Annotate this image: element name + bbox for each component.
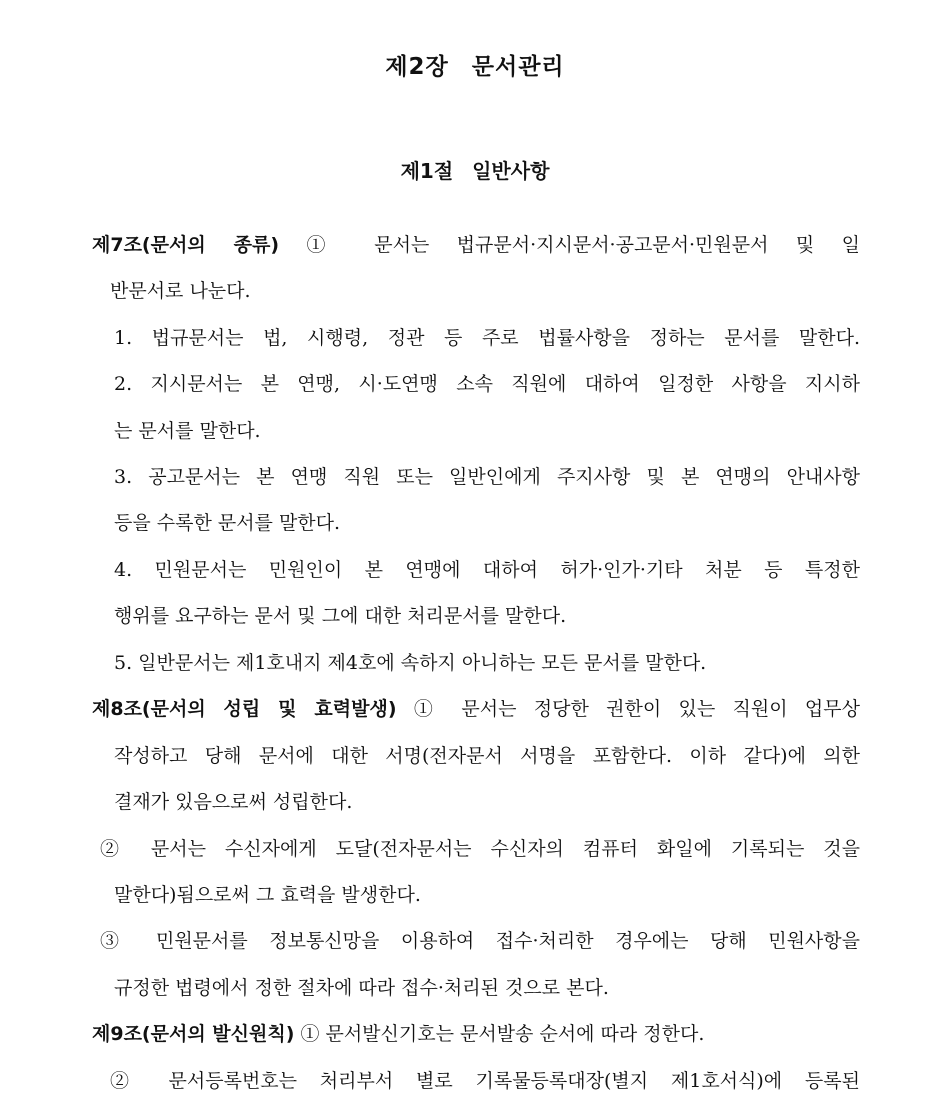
article-7-item-1: 1. 법규문서는 법, 시행령, 정관 등 주로 법률사항을 정하는 문서를 말한다. <box>114 327 860 349</box>
article-7-line-2: 반문서로 나눈다. <box>110 280 251 302</box>
article-9-heading: 제9조(문서의 발신원칙) <box>92 1023 295 1045</box>
article-8-text: ① 문서는 정당한 권한이 있는 직원이 업무상 <box>413 698 860 720</box>
article-7-item-5: 5. 일반문서는 제1호내지 제4호에 속하지 아니하는 모든 문서를 말한다. <box>114 652 707 674</box>
article-7-item-3: 3. 공고문서는 본 연맹 직원 또는 일반인에게 주지사항 및 본 연맹의 안내사항 <box>114 466 860 488</box>
article-7-line-1 <box>92 229 860 261</box>
article-7-item-4-cont: 행위를 요구하는 문서 및 그에 대한 처리문서를 말한다. <box>114 605 567 627</box>
article-8-heading: 제8조(문서의 성립 및 효력발생) <box>92 698 397 720</box>
section-title: 제1절 일반사항 <box>400 159 550 183</box>
article-7-item-2-cont: 는 문서를 말한다. <box>114 420 261 442</box>
article-7-item-2: 2. 지시문서는 본 연맹, 시·도연맹 소속 직원에 대하여 일정한 사항을 지시하 <box>114 373 860 395</box>
article-7-item-3-cont: 등을 수록한 문서를 말한다. <box>114 512 341 534</box>
article-8-line-2: 작성하고 당해 문서에 대한 서명(전자문서 서명을 포함한다. 이하 같다)에 의한 <box>114 745 860 767</box>
article-8-line-1 <box>92 693 860 725</box>
article-8-para-2-cont: 말한다)됨으로써 그 효력을 발생한다. <box>114 884 421 906</box>
article-7-item-4: 4. 민원문서는 민원인이 본 연맹에 대하여 허가·인가·기타 처분 등 특정한 <box>114 559 860 581</box>
article-7-text: ① 문서는 법규문서·지시문서·공고문서·민원문서 및 일 <box>306 234 860 256</box>
article-8-para-3-cont: 규정한 법령에서 정한 절차에 따라 접수·처리된 것으로 본다. <box>114 977 609 999</box>
article-8-para-2: ② 문서는 수신자에게 도달(전자문서는 수신자의 컴퓨터 화일에 기록되는 것을 <box>100 838 860 860</box>
article-8-para-3: ③ 민원문서를 정보통신망을 이용하여 접수·처리한 경우에는 당해 민원사항을 <box>100 930 860 952</box>
article-7-heading: 제7조(문서의 종류) <box>92 234 280 256</box>
chapter-title: 제2장 문서관리 <box>385 54 565 80</box>
article-9-para-2: ② 문서등록번호는 처리부서 별로 기록물등록대장(별지 제1호서식)에 등록된 <box>110 1070 860 1092</box>
article-8-line-3: 결재가 있음으로써 성립한다. <box>114 791 353 813</box>
article-9-line-1 <box>92 1018 860 1050</box>
article-9-text: ① 문서발신기호는 문서발송 순서에 따라 정한다. <box>300 1023 705 1045</box>
